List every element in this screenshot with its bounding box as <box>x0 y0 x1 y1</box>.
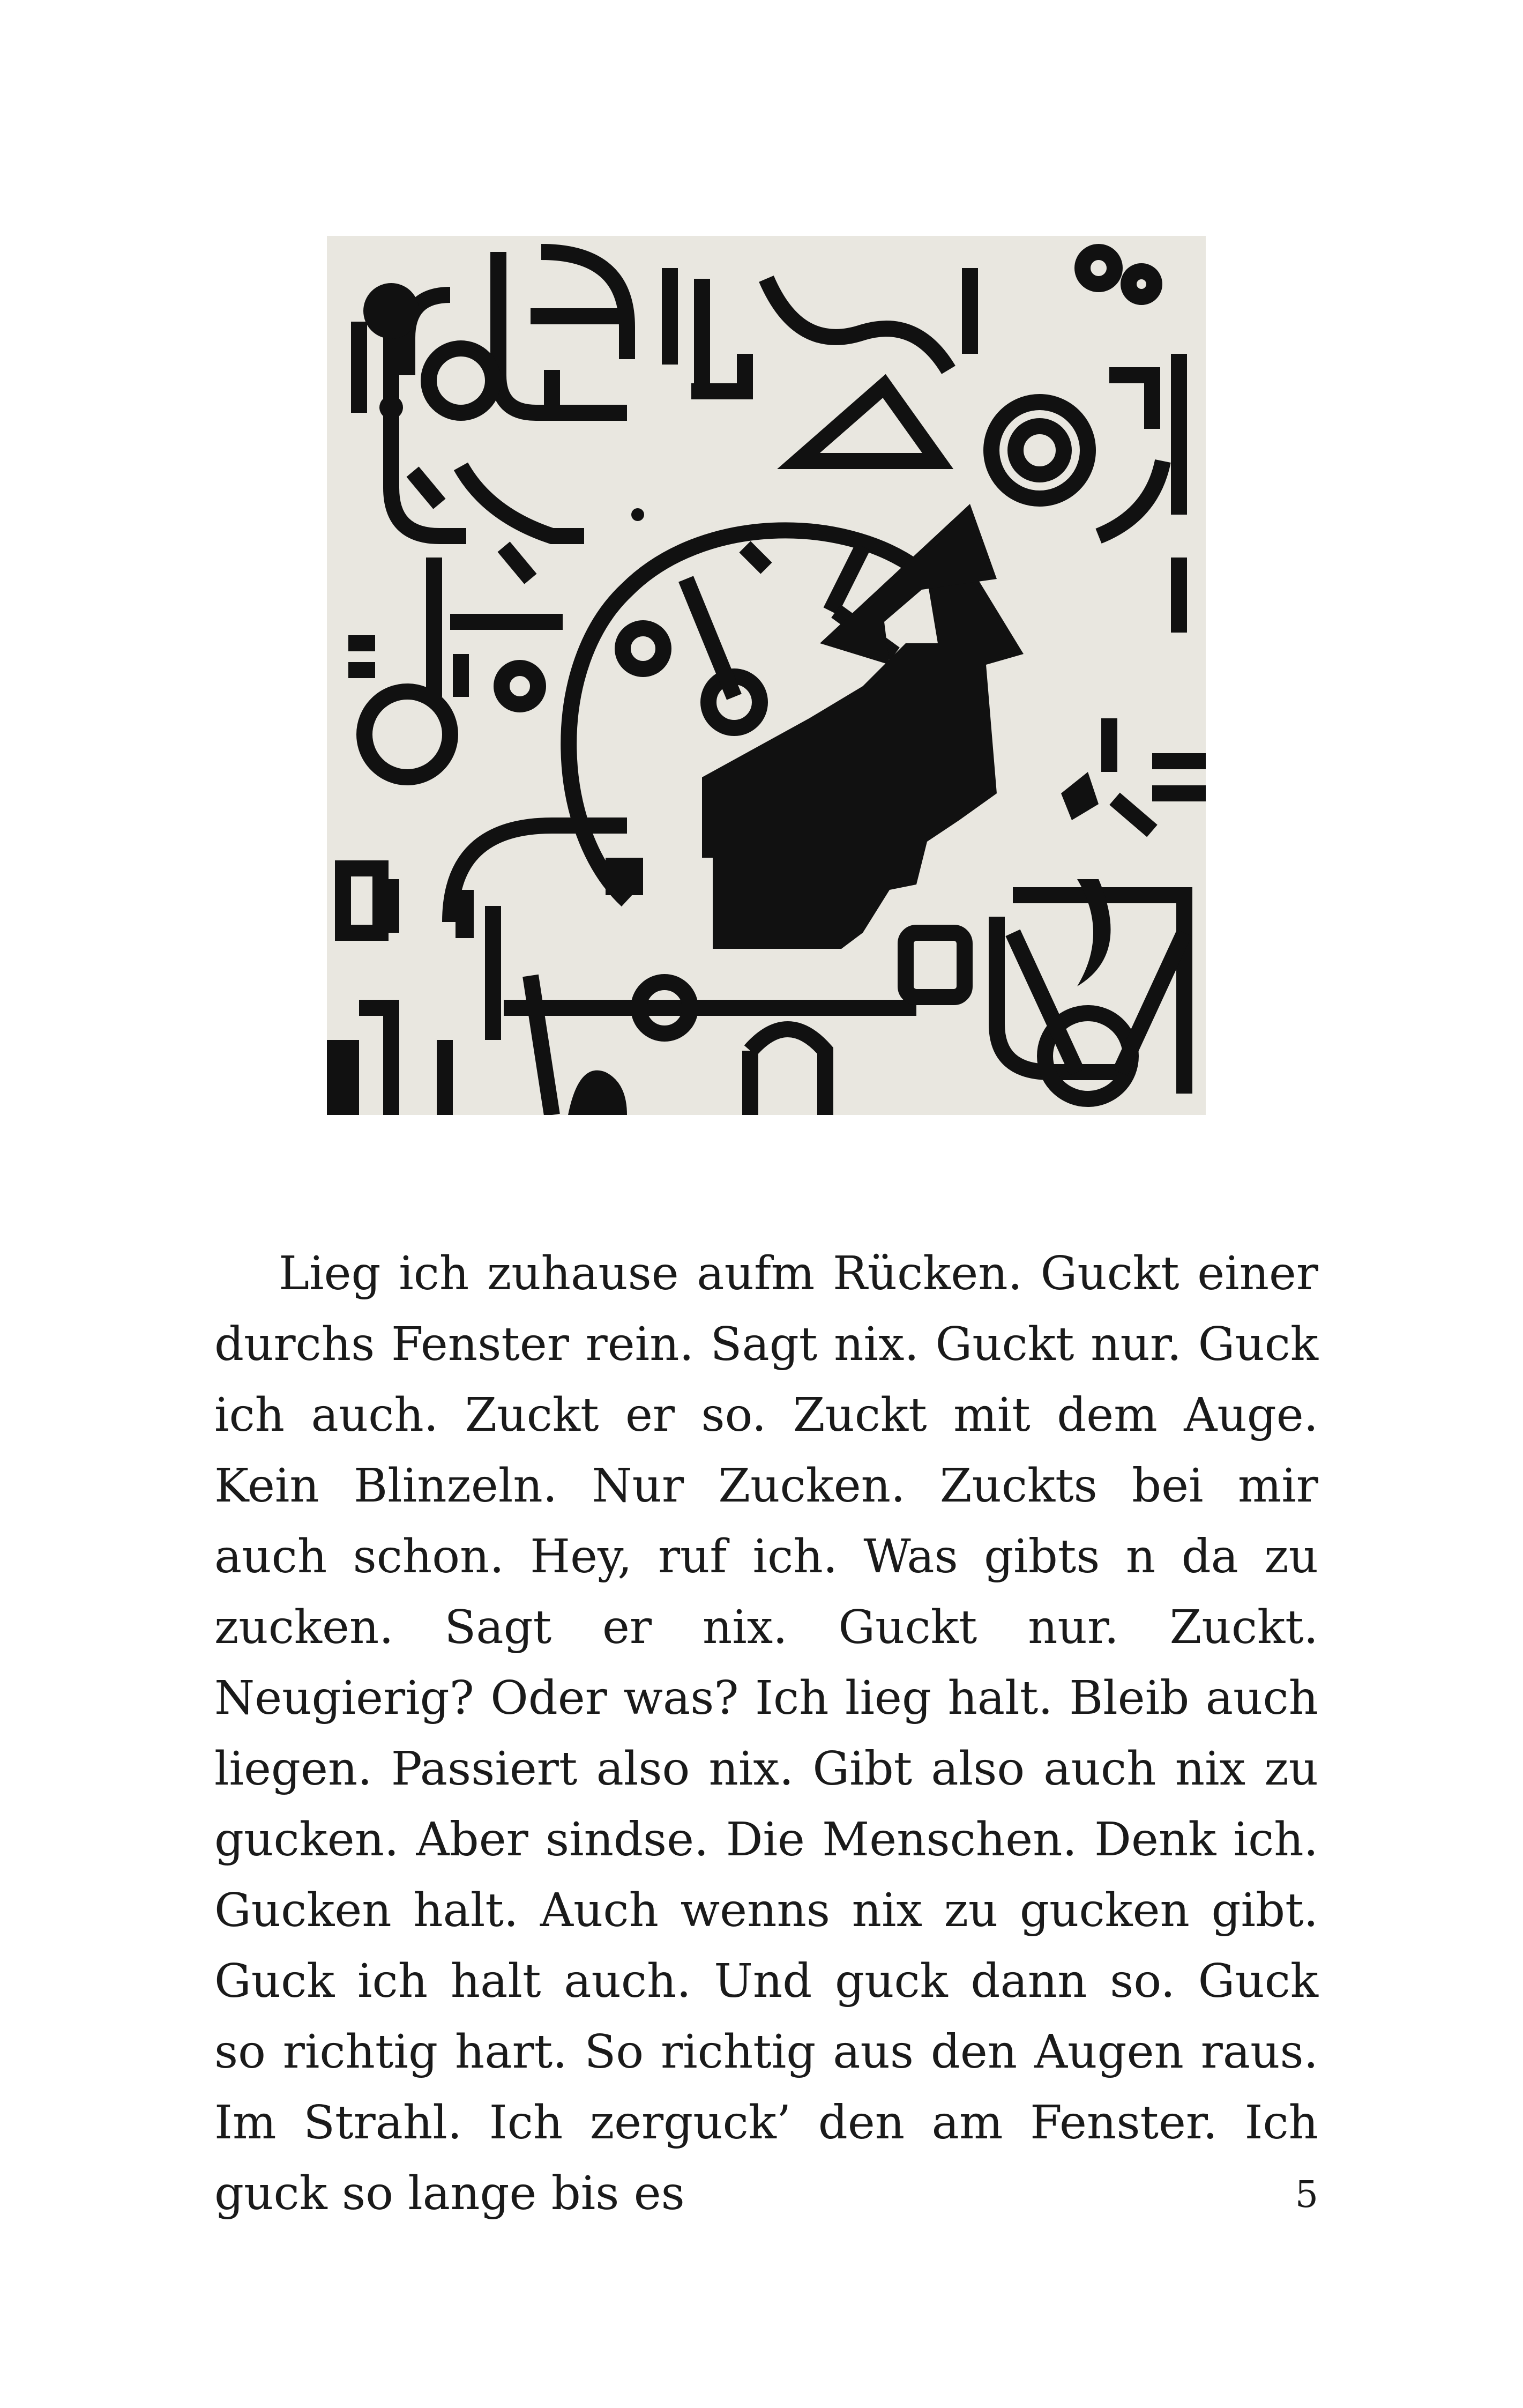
abstract-head-illustration <box>327 236 1206 1115</box>
page-number: 5 <box>1295 2174 1318 2216</box>
body-paragraph: Lieg ich zuhause aufm Rücken. Guckt einer durchs Fenster rein. Sagt nix. Guckt nur. Guck ich auch. Zuckt er so. Zuckt mit dem Auge. Kein Blinzeln. Nur Zucken. Zuckts bei mir auch schon. Hey, ruf ich. Was gibts n da zu zucken. Sagt er nix. Guckt nur. Zuckt. Neugierig? Oder was? Ich lieg halt. Bleib auch liegen. Passiert also nix. Gibt also auch nix zu gucken. Aber sindse. Die Menschen. Denk ich. Gucken halt. Auch wenns nix zu gucken gibt. Guck ich halt auch. Und guck dann so. Guck so richtig hart. So richtig aus den Augen raus. Im Strahl. Ich zerguck’ den am Fenster. Ich guck so lange bis es <box>214 1247 1318 2220</box>
